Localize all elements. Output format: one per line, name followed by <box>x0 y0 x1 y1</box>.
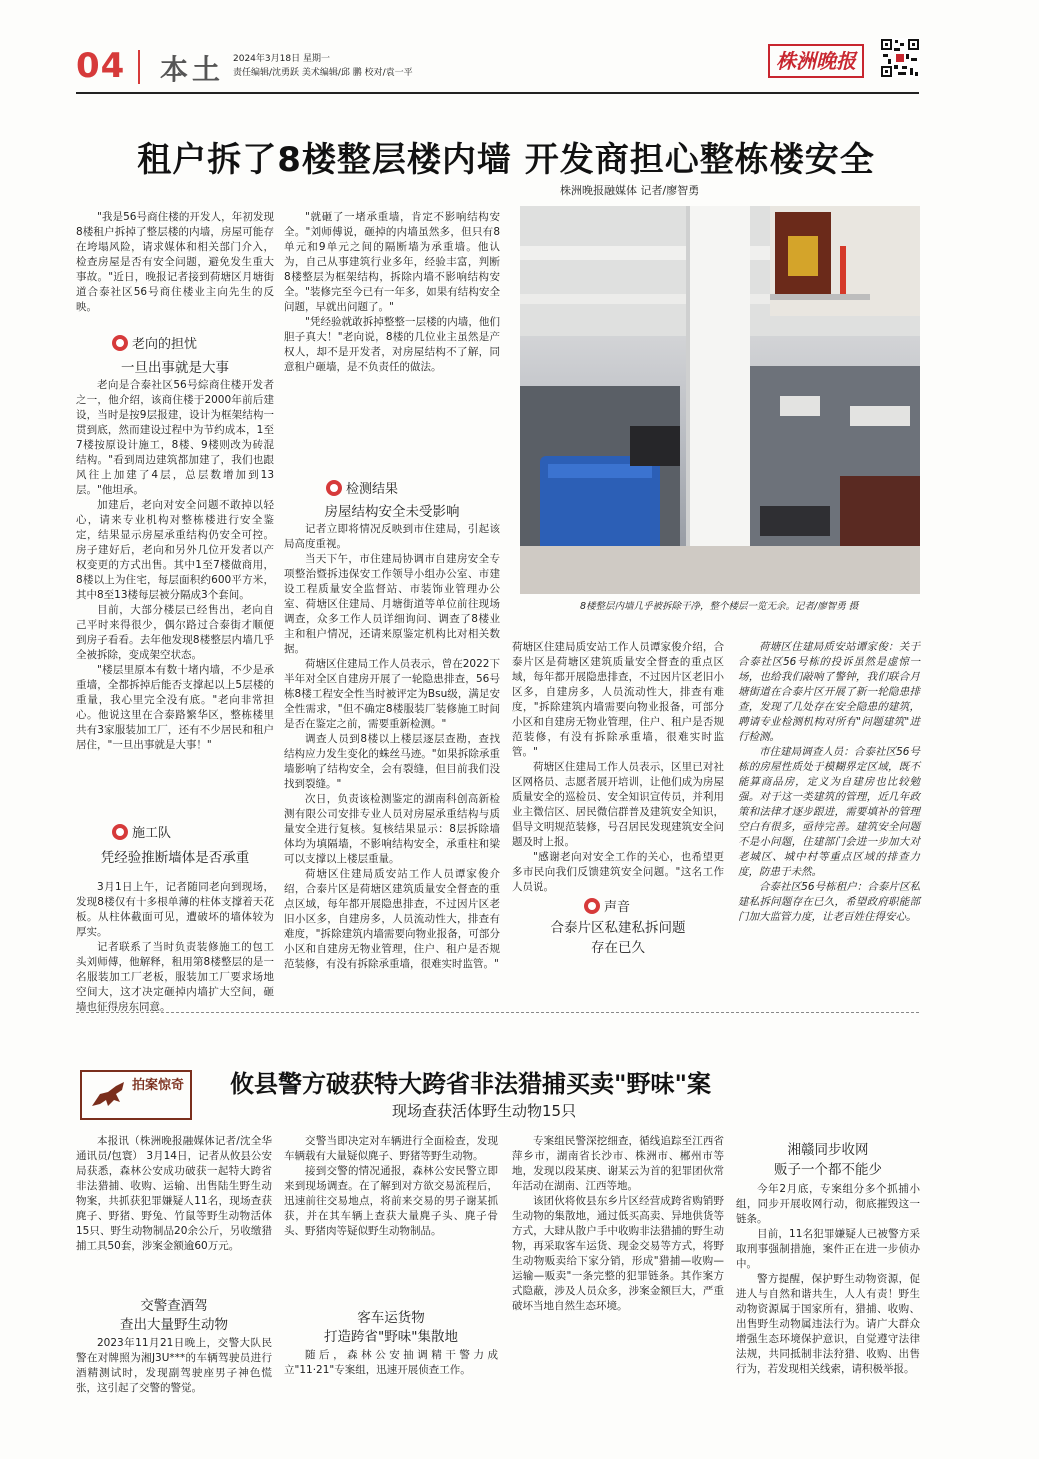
section-subhead: 房屋结构安全未受影响 <box>324 504 460 520</box>
section-subhead: 贩子一个都不能少 <box>774 1162 882 1178</box>
paragraph: 该团伙将攸县东乡片区经营成跨省购销野生动物的集散地，通过低买高卖、异地供货等方式，大肆从散户手中收购非法猎捕的野生动物，再采取客车运货、现金交易等方式，将野生动物贩卖给下家分销，形成"猎捕—收购—运输—贩卖"一条完整的犯罪链条。其作案方式隐蔽，涉及人员众多，涉案金额巨大，严重破坏当地自然生态环境。 <box>512 1195 724 1312</box>
article2-body-col1b <box>76 1336 272 1422</box>
paragraph: 今年2月底，专案组分多个抓捕小组，同步开展收网行动，彻底摧毁这一链条。 <box>736 1183 920 1225</box>
article-headline: 攸县警方破获特大跨省非法猎捕买卖"野味"案 <box>230 1070 712 1098</box>
paragraph: 荷塘区住建局工作人员表示，曾在2022下半年对全区自建房开展了一轮隐患排查，56号栋8楼工程安全性当时被评定为Bsu级，满足安全性需求，"但不确定8楼服装厂装修施工时间是否在鉴定之前，需要重新检测。" <box>284 658 500 730</box>
section-subhead: 一旦出事就是大事 <box>121 360 229 376</box>
section-tag-concern <box>112 333 197 352</box>
section-subhead: 湘赣同步收网 <box>787 1142 869 1158</box>
paragraph: 记者联系了当时负责装修施工的包工头刘师傅，他解释，租用第8楼整层的是一名服装加工厂老板，服装加工厂要求场地空间大，这才决定砸掉内墙扩大空间，砸墙也征得房东同意。 <box>76 941 274 1013</box>
stamp-label: 拍案惊奇 <box>131 1078 184 1093</box>
paragraph: 加建后，老向对安全问题不敢掉以轻心，请来专业机构对整栋楼进行安全鉴定，结果显示房屋承重结构仍安全可控。房子建好后，老向和另外几位开发者以产权变更的方式出售。其中1至7楼做商用，8楼以上为住宅，每层面积约600平方米，其中8至13楼每层被分隔成3个套间。 <box>76 499 274 601</box>
paragraph: 老向是合泰社区56号綜商住楼开发者之一，他介绍，该商住楼于2000年前后建设，当时是按9层报建，设计为框架结构一贯到底，然而建设过程中为节约成本，1至7楼按原设计施工，8楼、9楼则改为砖混结构。"看到周边建筑都加建了，我们也跟风往上加建了4层，总层数增加到13层。"他坦承。 <box>76 379 274 496</box>
issue-date: 2024年3月18日 星期一 <box>233 54 330 64</box>
header-rule <box>76 92 919 94</box>
article2-body-col3 <box>512 1134 724 1422</box>
section-tag-label: 施工队 <box>132 826 172 841</box>
section-subhead: 交警查酒驾 <box>140 1298 208 1314</box>
paragraph: 本报讯（株洲晚报融媒体记者/沈全华 通讯员/包寰） 3月14日，记者从攸县公安局获悉，森林公安成功破获一起特大跨省非法猎捕、收购、运输、出售陆生野生动物案，共抓获犯罪嫌疑人11名，现场查获麂子、野猪、野兔、竹鼠等野生动物活体15只、野生动物制品20余公斤，另收缴猎捕工具50套，涉案金额逾60万元。 <box>76 1135 272 1252</box>
paragraph: 目前，大部分楼层已经售出，老向自己平时来得很少，偶尔路过合泰街才顺便到房子看看。去年他发现8楼整层内墙几乎全被拆除，变成架空状态。 <box>76 604 274 661</box>
qr-code-icon <box>880 38 920 88</box>
section-tag-voice <box>584 896 630 915</box>
paragraph: 接到交警的情况通报，森林公安民警立即来到现场调查。在了解到对方欲交易流程后，迅速前往交易地点，将前来交易的男子谢某抓获，并在其车辆上查获大量麂子头、麂子骨头、野猪肉等疑似野生动物制品。 <box>284 1165 498 1237</box>
section-subhead: 存在已久 <box>591 940 645 956</box>
section-subhead: 凭经验推断墙体是否承重 <box>100 850 250 866</box>
paragraph: 次日，负责该检测鉴定的湖南科创高新检测有限公司安排专业人员对房屋承重结构与质量安全进行复核。复核结果显示：8层拆除墙体均为填隔墙，不影响结构安全，承重柱和梁可以支撑以上楼层重量。 <box>284 793 500 865</box>
header-divider <box>138 50 140 84</box>
article-photo <box>520 206 920 594</box>
paragraph: 专案组民警深挖细查，循线追踪至江西省萍乡市，湖南省长沙市、株洲市、郴州市等地，发现以段某庚、谢某云为首的犯罪团伙常年活动在湖南、江西等地。 <box>512 1135 724 1192</box>
paragraph: 2023年11月21日晚上，交警大队民警在对牌照为湘J3U***的车辆驾驶员进行酒精测试时，发现副驾驶座男子神色慌张，这引起了交警的警觉。 <box>76 1337 272 1394</box>
circle-bullet-icon <box>112 335 128 351</box>
section-subhead: 合泰片区私建私拆问题 <box>550 920 686 936</box>
section-subhead: 查出大量野生动物 <box>120 1317 228 1333</box>
article2-body-col1 <box>76 1134 272 1289</box>
paragraph: 市住建局调查人员：合泰社区56号栋的房屋性质处于模糊界定区域，既不能算商品房，定义为自建房也比较勉强。对于这一类建筑的管理，近几年政策和法律才逐步跟进，需要填补的管理空白有很多，亟待完善。建筑安全问题不是小问题，住建部门会进一步加大对老城区、城中村等重点区域的排查力度，防患于未然。 <box>738 746 920 878</box>
paragraph: 荷塘区住建局质安站谭家俊：关于合泰社区56号栋的投诉虽然是虚惊一场，也给我们敲响了警钟，我们联合月塘街道在合泰片区开展了新一轮隐患排查，发现了几处存在安全隐患的建筑，聘请专业检测机构对所有"问题建筑"进行检测。 <box>738 641 920 743</box>
page-number: 04 <box>76 46 126 86</box>
article-intro <box>76 210 274 328</box>
paragraph: "就砸了一堵承重墙，肯定不影响结构安全。"刘师傅说，砸掉的内墙虽然多，但只有8单元和9单元之间的隔断墙为承重墙。他认为，自己从事建筑行业多年，经验丰富，判断8楼整层为框架结构，拆除内墙不影响结构安全。"装修完至今已有一年多，如果有结构安全问题，早就出问题了。" <box>284 211 500 313</box>
article2-body-col4 <box>736 1182 920 1422</box>
article-body-col4 <box>738 640 920 992</box>
circle-bullet-icon <box>112 824 128 840</box>
paragraph: "我是56号商住楼的开发人，年初发现8楼租户拆掉了整层楼的内墙，房屋可能存在垮塌风险，请求媒体和相关部门介入，检查房屋是否有安全问题，避免发生重大事故。"近日，晚报记者接到荷塘区月塘街道合泰社区56号商住楼业主向先生的反映。 <box>76 211 274 313</box>
paragraph: 目前，11名犯罪嫌疑人已被警方采取刑事强制措施，案件正在进一步侦办中。 <box>736 1228 920 1270</box>
factory-photo-illustration <box>520 206 920 594</box>
horse-icon <box>86 1076 134 1116</box>
paragraph: 交警当即决定对车辆进行全面检查，发现车辆载有大量疑似麂子、野猪等野生动物。 <box>284 1135 498 1162</box>
paragraph: 当天下午，市住建局协调市自建房安全专项整治暨拆违保安工作领导小组办公室、市建设工程质量安全监督站、市装饰业管理办公室、荷塘区住建局、月塘街道等单位前往现场调查，众多工作人员详细询问、调查了8楼业主和租户情况，还请来原鉴定机构比对相关数据。 <box>284 553 500 655</box>
paragraph: 调查人员到8楼以上楼层逐层查勘，查找结构应力发生变化的蛛丝马迹。"如果拆除承重墙影响了结构安全，会有裂缝，但目前我们没找到裂缝。" <box>284 733 500 790</box>
newspaper-logo: 株洲晚报 <box>768 44 864 78</box>
article-byline: 株洲晚报融媒体 记者/廖智勇 <box>560 184 700 197</box>
article-body-col2 <box>284 210 500 468</box>
article-body-col1 <box>76 378 274 798</box>
section-tag-result <box>326 478 398 497</box>
photo-caption: 8楼整层内墙几乎被拆除干净，整个楼层一览无余。记者/廖智勇 摄 <box>580 601 859 612</box>
paragraph: "楼层里原本有数十堵内墙，不少是承重墙，全都拆掉后能否支撑起以上5层楼的重量，我心里完全没有底。"老向非常担心。他说这里在合泰路繁华区，整栋楼里共有3家服装加工厂，还有不少居民和租户居住，"一旦出事就是大事！" <box>76 664 274 751</box>
article-body-col1b <box>76 880 274 1013</box>
editor-credits: 责任编辑/沈勇跃 美术编辑/邱 鹏 校对/袁一平 <box>233 68 413 78</box>
article-subheadline: 现场查获活体野生动物15只 <box>392 1102 577 1120</box>
paragraph: 荷塘区住建局工作人员表示，区里已对社区网格员、志愿者展开培训，让他们成为房屋质量安全的巡检员、安全知识宣传员，并利用业主微信区、居民微信群普及建筑安全知识，倡导文明规范装修，号召居民发现建筑安全问题及时上报。 <box>512 761 724 848</box>
section-tag-label: 老向的担忧 <box>132 337 198 352</box>
section-subhead: 打造跨省"野味"集散地 <box>324 1329 458 1345</box>
paragraph: "凭经验就敢拆掉整整一层楼的内墙，他们胆子真大！"老向说，8楼的几位业主虽然是产权人，却不是开发者，对房屋结构不了解，同意租户砸墙，是不负责任的做法。 <box>284 316 500 373</box>
paragraph: 合泰社区56号栋租户：合泰片区私建私拆问题存在已久，希望政府职能部门加大监管力度，让老百姓住得安心。 <box>738 881 920 923</box>
paragraph: "感谢老向对安全工作的关心，也希望更多市民向我们反馈建筑安全问题。"这名工作人员说。 <box>512 851 724 893</box>
article-separator <box>76 1012 919 1013</box>
section-tag-crew <box>112 822 171 841</box>
article2-body-col2 <box>284 1134 498 1302</box>
paragraph: 3月1日上午，记者随同老向到现场，发现8楼仅有十多根单薄的柱体支撑着天花板。从柱体截面可见，遭破坏的墙体较为厚实。 <box>76 881 274 938</box>
paragraph: 随后，森林公安抽调精干警力成立"11·21"专案组，迅速开展侦查工作。 <box>284 1349 498 1376</box>
section-title: 本土 <box>160 53 225 86</box>
paragraph: 荷塘区住建局质安站工作人员谭家俊介绍，合泰片区是荷塘区建筑质量安全督查的重点区域，每年都开展隐患排查，不过因片区老旧小区多，自建房多，人员流动性大，排查有难度，"拆除建筑内墙需要向物业报备，可部分小区和自建房无物业管理，住户、租户是否规范装修，有没有拆除承重墙，很难实时监管。" <box>284 868 500 970</box>
paragraph: 警方提醒，保护野生动物资源，促进人与自然和谐共生，人人有责！野生动物资源属于国家所有，猎捕、收购、出售野生动物属违法行为。请广大群众增强生态环境保护意识，自觉遵守法律法规，共同抵制非法狩猎、收购、出售行为，若发现相关线索，请积极举报。 <box>736 1273 920 1375</box>
article2-body-col2b <box>284 1348 498 1422</box>
paragraph: 荷塘区住建局质安站工作人员谭家俊介绍，合泰片区是荷塘区建筑质量安全督查的重点区域，每年都开展隐患排查，不过因片区老旧小区多，自建房多，人员流动性大，排查有难度，"拆除建筑内墙需要向物业报备，可部分小区和自建房无物业管理，住户、租户是否规范装修，有没有拆除承重墙，很难实时监管。" <box>512 641 724 758</box>
article-body-col2b <box>284 522 500 992</box>
column-stamp <box>80 1070 192 1120</box>
header-meta <box>233 52 413 80</box>
article-headline: 租户拆了8楼整层楼内墙 开发商担心整栋楼安全 <box>137 140 875 180</box>
section-subhead: 客车运货物 <box>357 1310 425 1326</box>
section-tag-label: 声音 <box>604 900 631 915</box>
circle-bullet-icon <box>584 898 600 914</box>
section-tag-label: 检测结果 <box>346 482 399 497</box>
article-body-col3 <box>512 640 724 893</box>
paragraph: 记者立即将情况反映到市住建局，引起该局高度重视。 <box>284 523 500 550</box>
circle-bullet-icon <box>326 480 342 496</box>
